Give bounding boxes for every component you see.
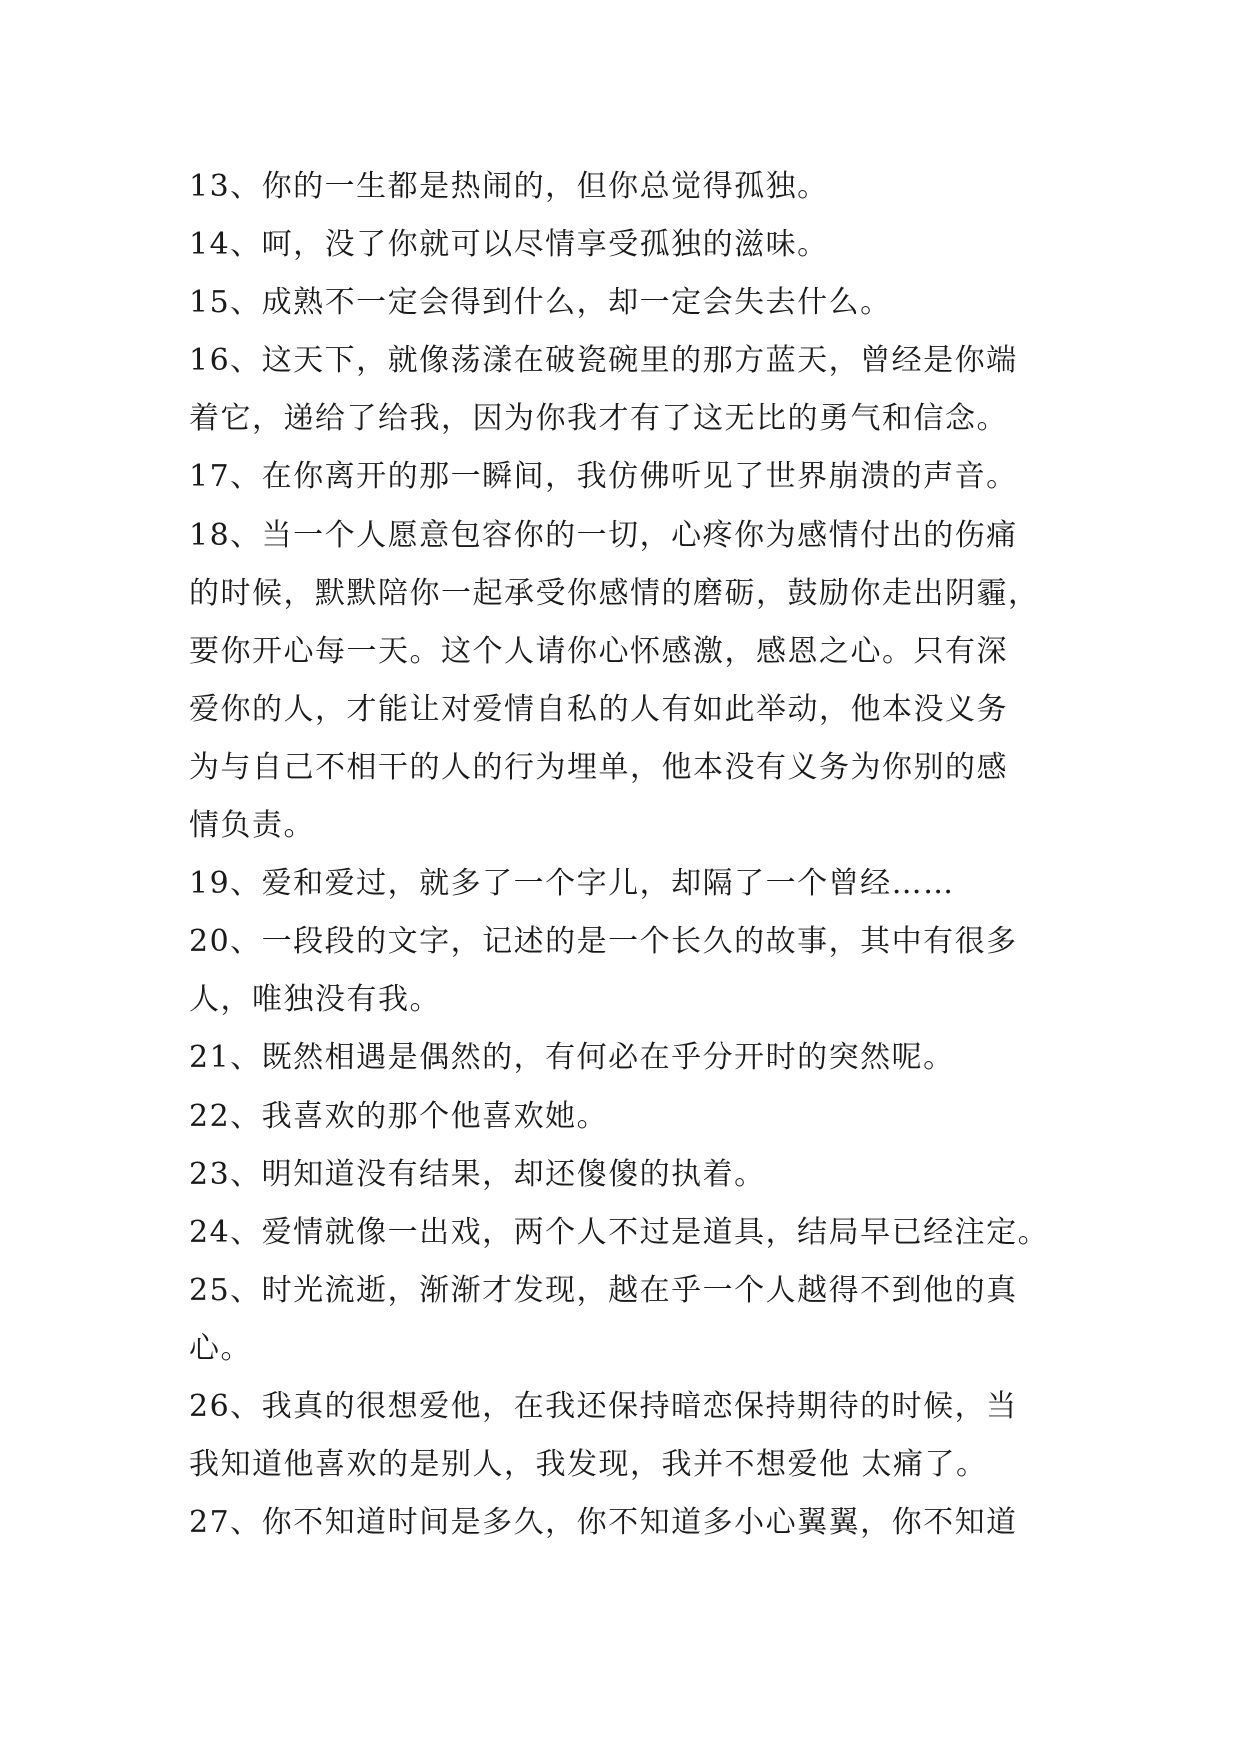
text-line: 21、既然相遇是偶然的，有何必在乎分开时的突然呢。 — [189, 1040, 955, 1076]
text-line: 18、当一个人愿意包容你的一切，心疼你为感情付出的伤痛 — [189, 517, 1018, 553]
text-line: 13、你的一生都是热闹的，但你总觉得孤独。 — [189, 169, 829, 204]
text-line: 情负责。 — [189, 808, 315, 844]
text-line: 着它，递给了给我，因为你我才有了这无比的勇气和信念。 — [189, 401, 1008, 437]
text-line: 23、明知道没有结果，却还傻傻的执着。 — [189, 1156, 766, 1192]
text-line: 17、在你离开的那一瞬间，我仿佛听见了世界崩溃的声音。 — [189, 459, 1018, 495]
text-line: 人，唯独没有我。 — [189, 982, 441, 1018]
text-line: 22、我喜欢的那个他喜欢她。 — [189, 1098, 609, 1134]
text-line: 26、我真的很想爱他，在我还保持暗恋保持期待的时候，当 — [189, 1388, 1018, 1424]
text-line: 20、一段段的文字，记述的是一个长久的故事，其中有很多 — [189, 924, 1018, 960]
text-line: 为与自己不相干的人的行为埋单，他本没有义务为你别的感 — [189, 749, 1008, 785]
text-line: 的时候，默默陪你一起承受你感情的磨砺，鼓励你走出阴霾， — [189, 575, 1040, 611]
text-line: 16、这天下，就像荡漾在破瓷碗里的那方蓝天，曾经是你端 — [189, 343, 1018, 379]
text-line: 心。 — [189, 1330, 252, 1366]
text-line: 爱你的人，才能让对爱情自私的人有如此举动，他本没义务 — [189, 691, 1008, 727]
text-line: 我知道他喜欢的是别人，我发现，我并不想爱他 太痛了。 — [189, 1447, 988, 1483]
text-line: 15、成熟不一定会得到什么，却一定会失去什么。 — [189, 285, 892, 321]
text-line: 要你开心每一天。这个人请你心怀感激，感恩之心。只有深 — [189, 633, 1008, 669]
body-text — [189, 158, 1069, 1552]
text-line: 25、时光流逝，渐渐才发现，越在乎一个人越得不到他的真 — [189, 1272, 1018, 1308]
text-line: 24、爱情就像一出戏，两个人不过是道具，结局早已经注定。 — [189, 1214, 1050, 1250]
text-line: 27、你不知道时间是多久，你不知道多小心翼翼，你不知道 — [189, 1505, 1018, 1541]
text-line: 19、爱和爱过，就多了一个字儿，却隔了一个曾经…… — [189, 866, 955, 902]
text-line: 14、呵，没了你就可以尽情享受孤独的滋味。 — [189, 227, 829, 263]
